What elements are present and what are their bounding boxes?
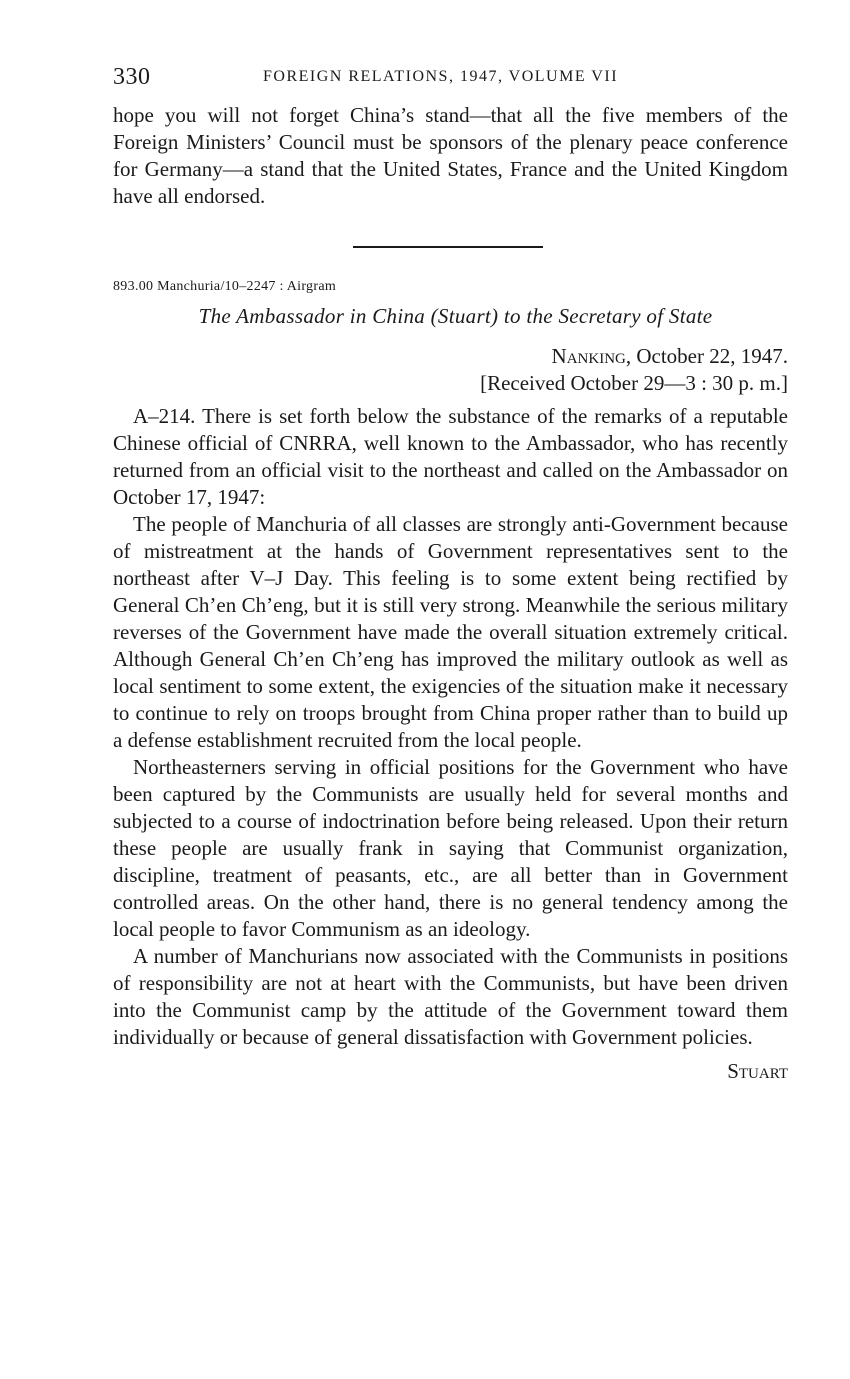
body-paragraph: Northeasterners serving in official positions for the Government who have been captured by the Communists are usually held for several months and subjected to a course of indoctrination before being released. Upon their return these people are usually frank in saying that Communist organization, discipline, treatment of peasants, etc., are all better than in Government controlled areas. On the other hand, there is no general tendency among the local people to favor Communism as an ideology. xyxy=(113,755,788,941)
running-head xyxy=(113,60,788,92)
body-paragraph: A number of Manchurians now associated with the Communists in positions of responsibility are not at heart with the Communists, but have been driven into the Communist camp by the attitude of the Government toward them individually or because of general dissatisfaction with Government policies. xyxy=(113,944,788,1049)
section-divider xyxy=(353,246,543,248)
signature: Stuart xyxy=(727,1059,788,1083)
document-heading: The Ambassador in China (Stuart) to the Secretary of State xyxy=(198,304,713,328)
file-reference: 893.00 Manchuria/10–2247 : Airgram xyxy=(113,279,337,294)
body-paragraph: A–214. There is set forth below the substance of the remarks of a reputable Chinese official of CNRRA, well known to the Ambassador, who has recently returned from an official visit to the northeast and called on the Ambassador on October 17, 1947: xyxy=(113,404,788,509)
page-number: 330 xyxy=(113,64,151,90)
dateline-date: , October 22, 1947. xyxy=(625,344,788,368)
body-paragraph: The people of Manchuria of all classes are strongly anti-Government because of mistreatment at the hands of Government representatives sent to the northeast after V–J Day. This feeling is to some extent being rectified by General Ch’en Ch’eng, but it is still very strong. Meanwhile the serious military reverses of the Government have made the overall situation extremely critical. Although General Ch’en Ch’eng has improved the military outlook as well as local sentiment to some extent, the exigencies of the situation make it necessary to continue to rely on troops brought from China proper rather than to build up a defense establishment recruited from the local people. xyxy=(113,512,788,752)
continuation-paragraph: hope you will not forget China’s stand—that all the five members of the Foreign Ministers’ Council must be sponsors of the plenary peace conference for Germany—a stand that the United States, France and the United Kingdom have all endorsed. xyxy=(113,103,788,208)
running-head-title: FOREIGN RELATIONS, 1947, VOLUME VII xyxy=(263,68,619,85)
dateline-place-date xyxy=(113,343,788,370)
dateline xyxy=(113,343,788,397)
document-page xyxy=(113,60,788,1084)
dateline-place: Nanking xyxy=(551,344,626,368)
dateline-received: [Received October 29—3 : 30 p. m.] xyxy=(480,371,788,395)
